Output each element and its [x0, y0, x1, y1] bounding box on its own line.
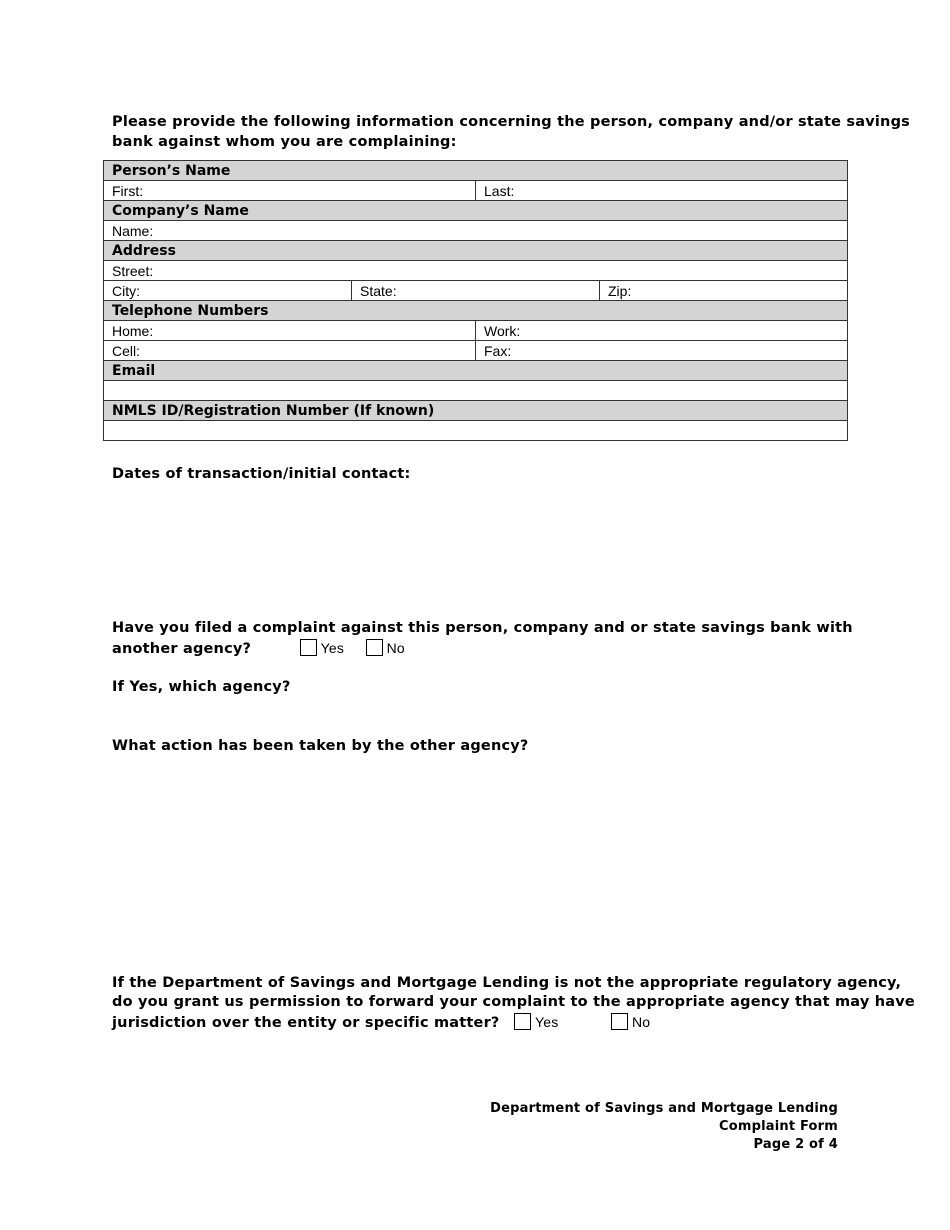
- home-phone-field[interactable]: Home:: [104, 321, 476, 341]
- nmls-header: NMLS ID/Registration Number (If known): [104, 401, 848, 421]
- cell-phone-field[interactable]: Cell:: [104, 341, 476, 361]
- footer-form-name: Complaint Form: [718, 1119, 838, 1134]
- filed-no-checkbox[interactable]: [366, 639, 383, 656]
- company-name-header: Company’s Name: [104, 201, 848, 221]
- zip-field[interactable]: Zip:: [600, 281, 848, 301]
- filed-line-2-row: [112, 639, 405, 657]
- permission-line-1: If the Department of Savings and Mortgage Lending is not the appropriate regulatory agency,: [112, 975, 902, 991]
- person-name-header: Person’s Name: [104, 161, 848, 181]
- which-agency-label: If Yes, which agency?: [112, 679, 291, 695]
- company-name-field[interactable]: Name:: [104, 221, 848, 241]
- email-field[interactable]: [104, 381, 848, 401]
- filed-line-2: another agency?: [112, 641, 252, 657]
- filed-line-1: Have you filed a complaint against this person, company and or state savings bank with: [112, 620, 853, 636]
- fax-field[interactable]: Fax:: [476, 341, 848, 361]
- nmls-field[interactable]: [104, 421, 848, 441]
- respondent-info-table: [103, 160, 848, 441]
- permission-line-3: jurisdiction over the entity or specific matter?: [112, 1015, 500, 1031]
- intro-line-1: Please provide the following information concerning the person, company and/or state savings: [112, 114, 910, 130]
- first-name-field[interactable]: First:: [104, 181, 476, 201]
- state-field[interactable]: State:: [352, 281, 600, 301]
- footer-department: Department of Savings and Mortgage Lending: [490, 1101, 838, 1116]
- email-header: Email: [104, 361, 848, 381]
- address-header: Address: [104, 241, 848, 261]
- work-phone-field[interactable]: Work:: [476, 321, 848, 341]
- filed-no-label: No: [386, 640, 405, 656]
- filed-yes-checkbox[interactable]: [300, 639, 317, 656]
- permission-no-label: No: [632, 1014, 651, 1030]
- action-label: What action has been taken by the other agency?: [112, 738, 529, 754]
- permission-yes-label: Yes: [535, 1014, 559, 1030]
- last-name-field[interactable]: Last:: [476, 181, 848, 201]
- permission-no-checkbox[interactable]: [611, 1013, 628, 1030]
- street-field[interactable]: Street:: [104, 261, 848, 281]
- telephone-header: Telephone Numbers: [104, 301, 848, 321]
- permission-line-2: do you grant us permission to forward your complaint to the appropriate agency that may have: [112, 994, 915, 1010]
- intro-text: [112, 112, 910, 152]
- filed-yes-label: Yes: [320, 640, 345, 656]
- page-footer: [490, 1100, 838, 1154]
- footer-page-number: Page 2 of 4: [753, 1137, 838, 1152]
- intro-line-2: bank against whom you are complaining:: [112, 134, 457, 150]
- permission-line-3-row: [112, 1013, 650, 1031]
- dates-label: Dates of transaction/initial contact:: [112, 466, 411, 482]
- city-field[interactable]: City:: [104, 281, 352, 301]
- permission-yes-checkbox[interactable]: [514, 1013, 531, 1030]
